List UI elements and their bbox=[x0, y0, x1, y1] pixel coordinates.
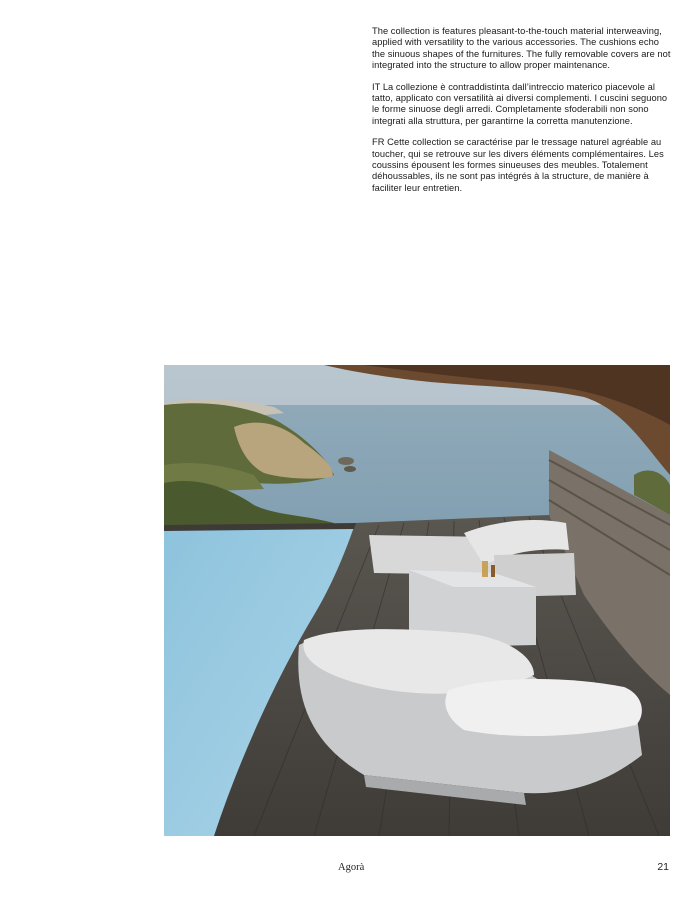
description-text-block bbox=[372, 26, 672, 204]
paragraph-french: FR Cette collection se caractérise par le tressage naturel agréable au toucher, qui se retrouve sur les divers éléments complémentaires. Les coussins épousent les formes sinueuses des meubles. Totalement déhoussables, ils ne sont pas intégrés à la structure, de manière à faciliter leur entretien. bbox=[372, 137, 664, 193]
paragraph-english: The collection is features pleasant-to-the-touch material interweaving, applied with versatility to the various accessories. The cushions echo the sinuous shapes of the furnitures. The fully removable covers are not integrated into the structure to allow proper maintenance. bbox=[372, 26, 671, 71]
page-number: 21 bbox=[657, 861, 669, 873]
footer-collection-title: Agorà bbox=[338, 862, 365, 873]
paragraph-italian: IT La collezione è contraddistinta dall’intreccio materico piacevole al tatto, applicato con versatilità ai diversi complementi. I cuscini seguono le forme sinuose degli arredi. Completamente sfoderabili non sono integrati alla struttura, per garantirne la corretta manutenzione. bbox=[372, 81, 668, 126]
product-photo bbox=[164, 365, 670, 836]
terrace-scene-illustration bbox=[164, 365, 670, 836]
